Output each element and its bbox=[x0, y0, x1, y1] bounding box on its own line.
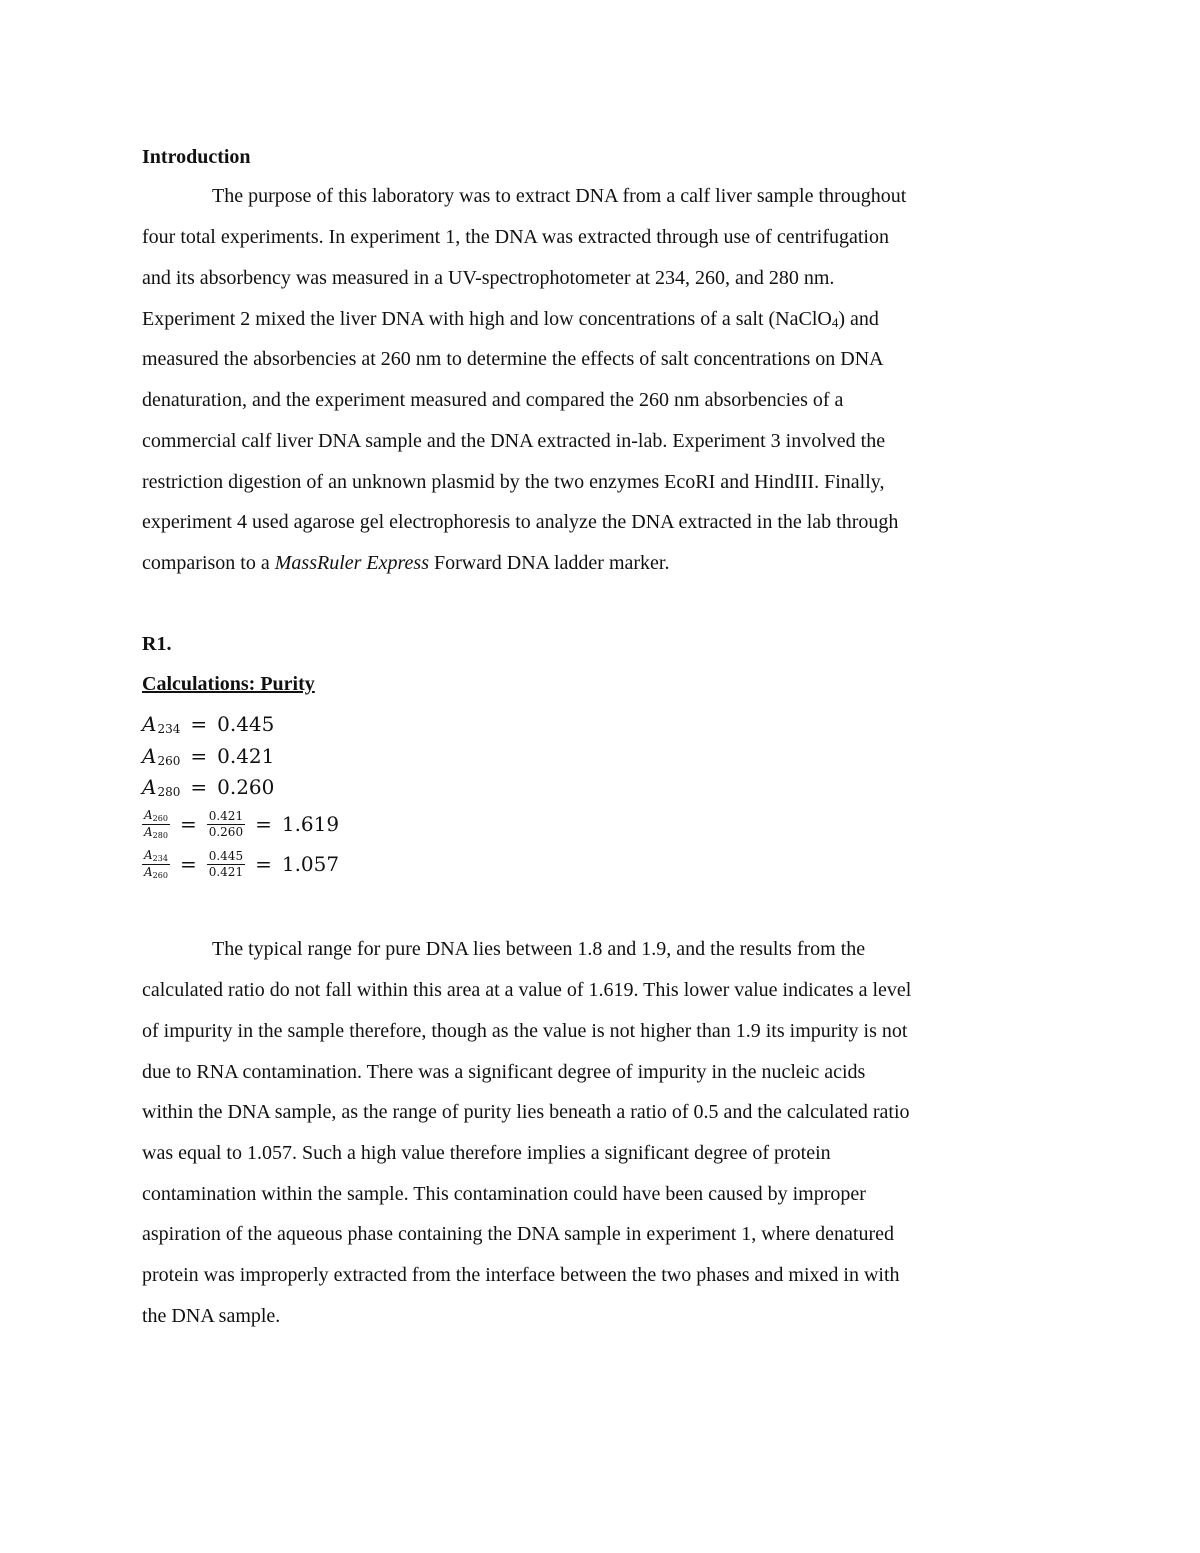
eq-a234-op: = bbox=[190, 712, 208, 736]
r1-heading: R1. bbox=[142, 633, 172, 655]
ratio2-op-1: = bbox=[179, 852, 197, 876]
eq-a280-sub: 280 bbox=[157, 785, 181, 799]
eq-a280-value: 0.260 bbox=[217, 775, 275, 799]
ratio1-op-1: = bbox=[179, 812, 197, 836]
eq-a234-sub: 234 bbox=[157, 722, 181, 736]
intro-line-3: and its absorbency was measured in a UV-spectrophotometer at 234, 260, and 280 nm. bbox=[142, 267, 835, 289]
discussion-line-3: of impurity in the sample therefore, though as the value is not higher than 1.9 its impurity is not bbox=[142, 1020, 908, 1042]
ratio2-op-2: = bbox=[255, 852, 272, 876]
ratio2-den-val: 0.421 bbox=[208, 864, 244, 879]
equation-ratio-260-280 bbox=[142, 807, 339, 841]
discussion-line-9: protein was improperly extracted from the interface between the two phases and mixed in with bbox=[142, 1264, 900, 1286]
ratio1-num-var: A bbox=[144, 807, 153, 822]
ratio1-result: 1.619 bbox=[281, 812, 340, 836]
equation-a234 bbox=[142, 710, 274, 738]
intro-line-4 bbox=[142, 307, 879, 335]
eq-a260-sub: 260 bbox=[157, 754, 181, 768]
intro-line-8: restriction digestion of an unknown plasmid by the two enzymes EcoRI and HindIII. Finally, bbox=[142, 471, 885, 493]
ratio1-op-2: = bbox=[255, 812, 272, 836]
intro-line-9: experiment 4 used agarose gel electrophoresis to analyze the DNA extracted in the lab through bbox=[142, 511, 899, 533]
intro-line-10-italic: MassRuler Express bbox=[274, 552, 429, 574]
discussion-line-6: was equal to 1.057. Such a high value therefore implies a significant degree of protein bbox=[142, 1142, 831, 1164]
intro-heading: Introduction bbox=[142, 146, 251, 168]
equation-ratio-234-260 bbox=[142, 847, 339, 881]
discussion-line-7: contamination within the sample. This contamination could have been caused by improper bbox=[142, 1183, 866, 1205]
ratio1-symbolic-fraction bbox=[142, 809, 170, 840]
eq-a234-value: 0.445 bbox=[217, 712, 275, 736]
ratio2-den-sub: 260 bbox=[152, 870, 168, 880]
intro-line-6: denaturation, and the experiment measured and compared the 260 nm absorbencies of a bbox=[142, 389, 844, 411]
intro-line-10-text-a: comparison to a bbox=[142, 552, 275, 574]
discussion-line-1: The typical range for pure DNA lies between 1.8 and 1.9, and the results from the bbox=[212, 938, 866, 960]
eq-a260-var: A bbox=[142, 744, 157, 768]
intro-line-2: four total experiments. In experiment 1, the DNA was extracted through use of centrifugation bbox=[142, 226, 889, 248]
ratio2-num-var: A bbox=[144, 847, 153, 862]
intro-line-5: measured the absorbencies at 260 nm to determine the effects of salt concentrations on DNA bbox=[142, 348, 884, 370]
ratio1-den-val: 0.260 bbox=[208, 824, 244, 839]
ratio1-den-var: A bbox=[144, 824, 153, 839]
discussion-line-5: within the DNA sample, as the range of purity lies beneath a ratio of 0.5 and the calculated ratio bbox=[142, 1101, 910, 1123]
ratio2-num-sub: 234 bbox=[152, 853, 168, 863]
ratio2-numeric-fraction bbox=[207, 850, 245, 879]
discussion-line-10: the DNA sample. bbox=[142, 1305, 281, 1327]
intro-line-7: commercial calf liver DNA sample and the DNA extracted in-lab. Experiment 3 involved the bbox=[142, 430, 886, 452]
ratio2-result: 1.057 bbox=[281, 852, 340, 876]
ratio1-den-sub: 280 bbox=[152, 830, 168, 840]
equation-a260 bbox=[142, 742, 274, 770]
ratio1-numeric-fraction bbox=[207, 810, 245, 839]
equation-a280 bbox=[142, 773, 274, 801]
intro-line-4-text-a: Experiment 2 mixed the liver DNA with high and low concentrations of a salt (NaClO bbox=[142, 308, 832, 330]
intro-line-10 bbox=[142, 551, 670, 575]
intro-line-10-text-b: Forward DNA ladder marker. bbox=[429, 552, 670, 574]
discussion-line-4: due to RNA contamination. There was a significant degree of impurity in the nucleic acids bbox=[142, 1061, 866, 1083]
discussion-line-8: aspiration of the aqueous phase containing the DNA sample in experiment 1, where denatured bbox=[142, 1223, 894, 1245]
eq-a280-op: = bbox=[190, 775, 208, 799]
ratio2-num-val: 0.445 bbox=[208, 848, 244, 863]
eq-a260-value: 0.421 bbox=[217, 744, 275, 768]
ratio1-num-sub: 260 bbox=[152, 813, 168, 823]
eq-a280-var: A bbox=[142, 775, 157, 799]
intro-line-4-text-b: ) and bbox=[838, 308, 879, 330]
r1-subheading: Calculations: Purity bbox=[142, 673, 315, 695]
ratio2-symbolic-fraction bbox=[142, 849, 170, 880]
eq-a234-var: A bbox=[142, 712, 157, 736]
intro-line-4-subscript: 4 bbox=[831, 315, 839, 330]
ratio2-den-var: A bbox=[144, 864, 153, 879]
discussion-line-2: calculated ratio do not fall within this area at a value of 1.619. This lower value indicates a level bbox=[142, 979, 912, 1001]
eq-a260-op: = bbox=[190, 744, 208, 768]
intro-line-1: The purpose of this laboratory was to extract DNA from a calf liver sample throughout bbox=[212, 185, 907, 207]
ratio1-num-val: 0.421 bbox=[208, 808, 244, 823]
